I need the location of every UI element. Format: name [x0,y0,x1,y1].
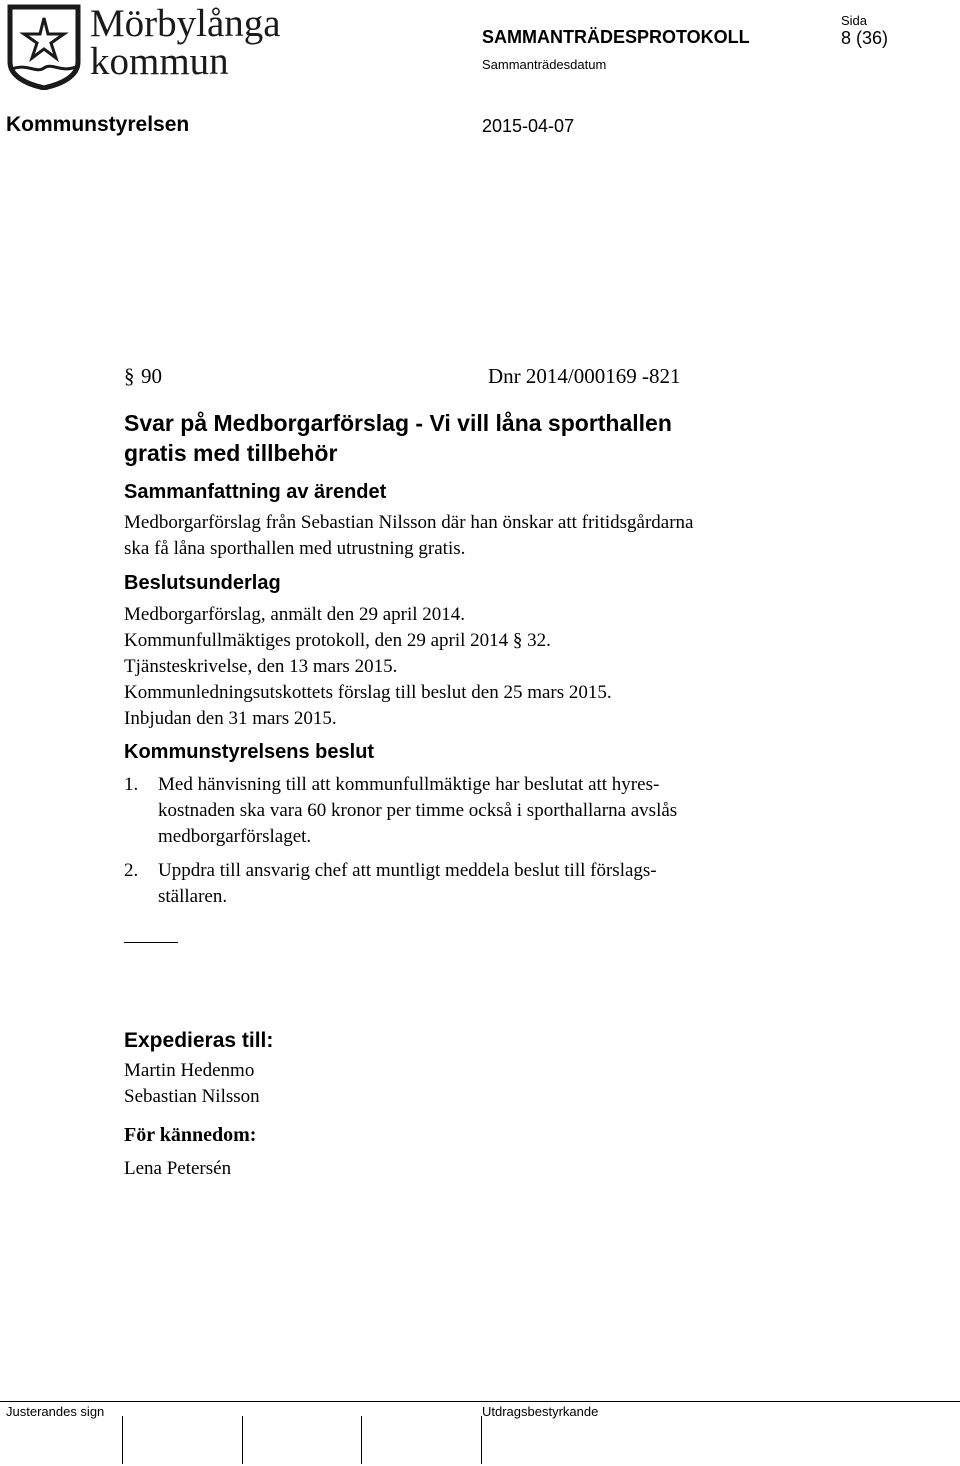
decision-text: medborgarförslaget. [158,826,312,847]
decision-text: kostnaden ska vara 60 kronor per timme också i sporthallarna avslås [158,800,678,821]
basis-item: Tjänsteskrivelse, den 13 mars 2015. [124,656,398,677]
signature-box-divider [122,1416,123,1464]
section-sign: § [124,364,135,388]
board-name: Kommunstyrelsen [6,113,190,136]
item-title-line1: Svar på Medborgarförslag - Vi vill låna sporthallen [124,410,672,436]
footer-certification-label: Utdragsbestyrkande [482,1404,599,1419]
decision-number: 2. [124,860,139,881]
signature-box-divider [361,1416,362,1464]
meeting-date: 2015-04-07 [482,116,575,136]
signature-box-divider [242,1416,243,1464]
decision-text: Uppdra till ansvarig chef att muntligt meddela beslut till förslags- [158,860,657,881]
decision-heading: Kommunstyrelsens beslut [124,741,375,763]
info-recipient: Lena Petersén [124,1158,232,1179]
dispatch-heading: Expedieras till: [124,1029,274,1052]
dispatch-recipient: Martin Hedenmo [124,1060,255,1081]
meeting-date-label: Sammanträdesdatum [482,57,607,72]
decision-text: ställaren. [158,886,228,907]
item-title-line2: gratis med tillbehör [124,440,338,466]
basis-heading: Beslutsunderlag [124,572,281,594]
dispatch-recipient: Sebastian Nilsson [124,1086,260,1107]
footer-rule [0,1401,960,1402]
logo-wordmark-line2: kommun [90,40,229,83]
summary-line: Medborgarförslag från Sebastian Nilsson där han önskar att fritidsgårdarna [124,512,694,533]
page-number: 8 (36) [841,28,889,48]
item-number: 90 [141,364,162,388]
basis-item: Inbjudan den 31 mars 2015. [124,708,337,729]
signature-box-divider [481,1416,482,1464]
case-number: Dnr 2014/000169 -821 [488,364,681,388]
basis-item: Medborgarförslag, anmält den 29 april 2014. [124,604,466,625]
page-label: Sida [841,13,868,28]
basis-item: Kommunfullmäktiges protokoll, den 29 april 2014 § 32. [124,630,551,651]
document-type: SAMMANTRÄDESPROTOKOLL [482,27,750,47]
summary-heading: Sammanfattning av ärendet [124,481,387,503]
municipal-crest-icon [6,4,82,90]
section-end-rule [124,942,178,943]
footer-sign-label: Justerandes sign [6,1404,105,1419]
decision-number: 1. [124,774,139,795]
summary-line: ska få låna sporthallen med utrustning gratis. [124,538,466,559]
basis-item: Kommunledningsutskottets förslag till beslut den 25 mars 2015. [124,682,612,703]
logo-wordmark-line1: Mörbylånga [90,2,281,45]
info-heading: För kännedom: [124,1124,257,1146]
decision-text: Med hänvisning till att kommunfullmäktige har beslutat att hyres- [158,774,660,795]
